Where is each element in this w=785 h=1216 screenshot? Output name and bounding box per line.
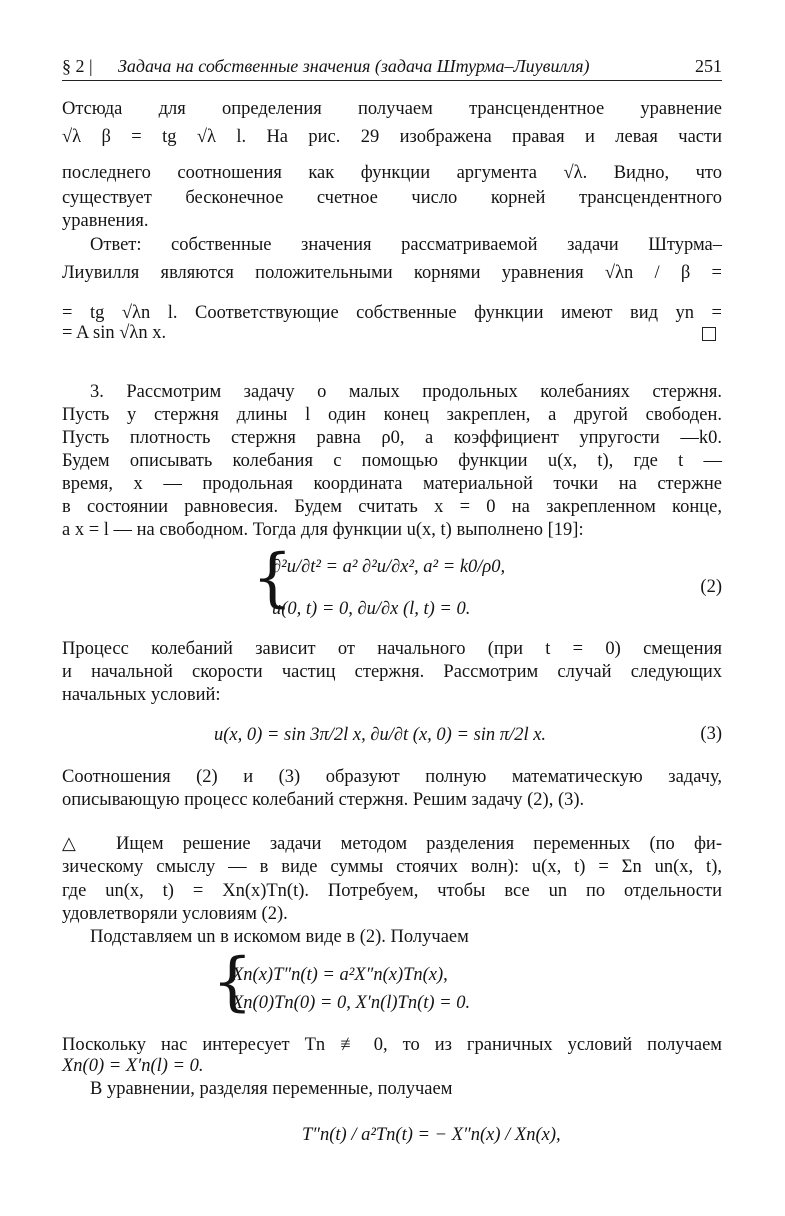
text-line: Ответ: собственные значения рассматриваемой задачи Штурма– xyxy=(90,235,722,255)
qed-symbol xyxy=(702,327,716,341)
text-line: Ищем решение задачи методом разделения переменных (по фи- xyxy=(116,834,722,854)
text-line: существует бесконечное счетное число корней трансцендентного xyxy=(62,188,722,208)
running-header xyxy=(62,56,722,81)
system-line-2: Xn(0)Tn(0) = 0, X′n(l)Tn(t) = 0. xyxy=(232,993,471,1013)
equation-2-line-1: ∂²u/∂t² = a² ∂²u/∂x², a² = k0/ρ0, xyxy=(272,557,506,577)
text-line: удовлетворяли условиям (2). xyxy=(62,904,288,924)
equation-number-2: (2) xyxy=(700,577,722,597)
text-line: Подставляем un в искомом виде в (2). Получаем xyxy=(90,927,469,947)
text-line: Процесс колебаний зависит от начального (при t = 0) смещения xyxy=(62,639,722,659)
solution-start-symbol: △ xyxy=(62,833,76,853)
text-line: Будем описывать колебания с помощью функции u(x, t), где t — xyxy=(62,451,722,471)
text-line: Лиувилля являются положительными корнями уравнения √λn / β = xyxy=(62,263,722,283)
text-line: в состоянии равновесия. Будем считать x = 0 на закрепленном конце, xyxy=(62,497,722,517)
text-line: Пусть у стержня длины l один конец закреплен, а другой свободен. xyxy=(62,405,722,425)
left-brace: { xyxy=(212,945,253,1019)
text-line: зическому смыслу — в виде суммы стоячих волн): u(x, t) = Σn un(x, t), xyxy=(62,857,722,877)
text-line: В уравнении, разделяя переменные, получаем xyxy=(90,1079,453,1099)
equation-number-3: (3) xyxy=(700,724,722,744)
text-line: где un(x, t) = Xn(x)Tn(t). Потребуем, чтобы все un по отдельности xyxy=(62,881,722,901)
text-line: Соотношения (2) и (3) образуют полную математическую задачу, xyxy=(62,767,722,787)
page-number: 251 xyxy=(695,56,722,76)
system-line-1: Xn(x)T″n(t) = a²X″n(x)Tn(x), xyxy=(232,965,448,985)
text-line: Поскольку нас интересует Tn ≢ 0, то из граничных условий получаем xyxy=(62,1035,722,1055)
text-line: 3. Рассмотрим задачу о малых продольных колебаниях стержня. xyxy=(90,382,722,402)
text-line: √λ β = tg √λ l. На рис. 29 изображена правая и левая части xyxy=(62,127,722,147)
running-title: Задача на собственные значения (задача Штурма–Лиувилля) xyxy=(118,56,590,76)
text-line: и начальной скорости частиц стержня. Рассмотрим случай следующих xyxy=(62,662,722,682)
left-brace: { xyxy=(252,541,293,615)
text-line: = tg √λn l. Соответствующие собственные функции имеют вид yn = xyxy=(62,303,722,323)
text-line: начальных условий: xyxy=(62,685,221,705)
text-line: а x = l — на свободном. Тогда для функции u(x, t) выполнено [19]: xyxy=(62,520,584,540)
text-line: Xn(0) = X′n(l) = 0. xyxy=(62,1056,204,1076)
section-marker: § 2 | xyxy=(62,56,93,76)
text-line: последнего соотношения как функции аргумента √λ. Видно, что xyxy=(62,163,722,183)
text-line: Отсюда для определения получаем трансцендентное уравнение xyxy=(62,99,722,119)
equation-3: u(x, 0) = sin 3π/2l x, ∂u/∂t (x, 0) = sin π/2l x. xyxy=(214,725,547,745)
text-line: Пусть плотность стержня равна ρ0, а коэффициент упругости —k0. xyxy=(62,428,722,448)
text-line: уравнения. xyxy=(62,211,149,231)
text-line: описывающую процесс колебаний стержня. Решим задачу (2), (3). xyxy=(62,790,585,810)
equation-2-line-2: u(0, t) = 0, ∂u/∂x (l, t) = 0. xyxy=(272,599,471,619)
text-line: время, x — продольная координата материальной точки на стержне xyxy=(62,474,722,494)
text-line: = A sin √λn x. xyxy=(62,323,167,343)
separation-equation: T″n(t) / a²Tn(t) = − X″n(x) / Xn(x), xyxy=(302,1125,561,1145)
